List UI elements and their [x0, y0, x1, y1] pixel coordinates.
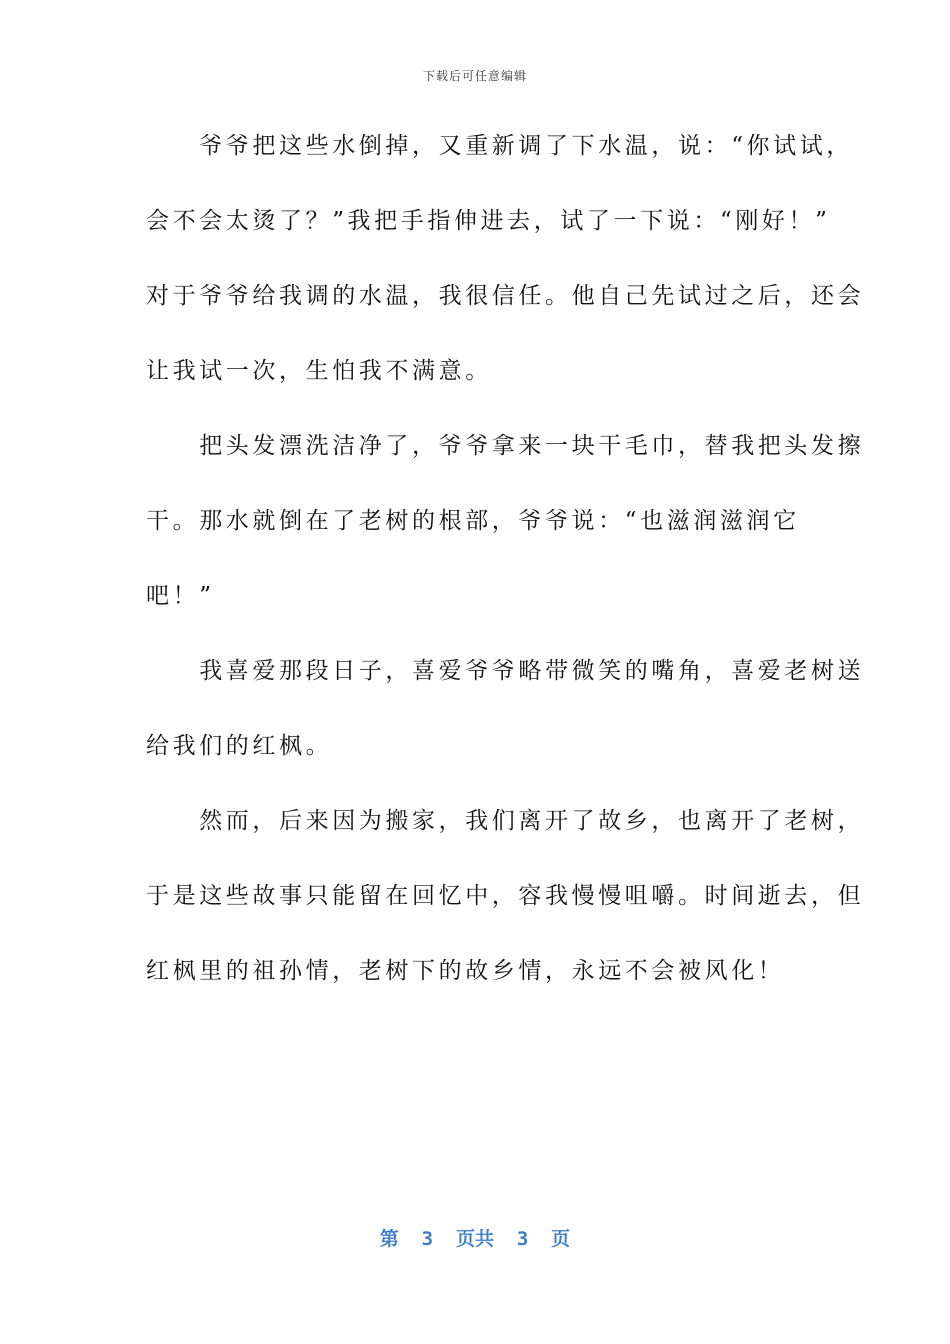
body-line: 给我们的红枫。	[146, 733, 333, 759]
body-line: 然而，后来因为搬家，我们离开了故乡，也离开了老树，	[146, 808, 865, 834]
body-line: 红枫里的祖孙情，老树下的故乡情，永远不会被风化！	[146, 958, 785, 984]
document-body	[146, 121, 865, 1021]
body-line: 会不会太烫了？”我把手指伸进去，试了一下说：“刚好！”	[146, 208, 831, 234]
header-note: 下载后可任意编辑	[422, 69, 527, 83]
body-line: 让我试一次，生怕我不满意。	[146, 358, 492, 384]
body-line: 爷爷把这些水倒掉，又重新调了下水温，说：“你试试，	[146, 133, 853, 159]
body-line: 对于爷爷给我调的水温，我很信任。他自己先试过之后，还会	[146, 283, 865, 309]
body-line: 干。那水就倒在了老树的根部，爷爷说：“也滋润滋润它	[146, 508, 800, 534]
body-line: 我喜爱那段日子，喜爱爷爷略带微笑的嘴角，喜爱老树送	[146, 658, 865, 684]
body-line: 于是这些故事只能留在回忆中，容我慢慢咀嚼。时间逝去，但	[146, 883, 865, 909]
body-line: 吧！”	[146, 583, 215, 609]
page-number-footer: 第 3 页共 3 页	[379, 1228, 571, 1250]
body-line: 把头发漂洗洁净了，爷爷拿来一块干毛巾，替我把头发擦	[146, 433, 865, 459]
